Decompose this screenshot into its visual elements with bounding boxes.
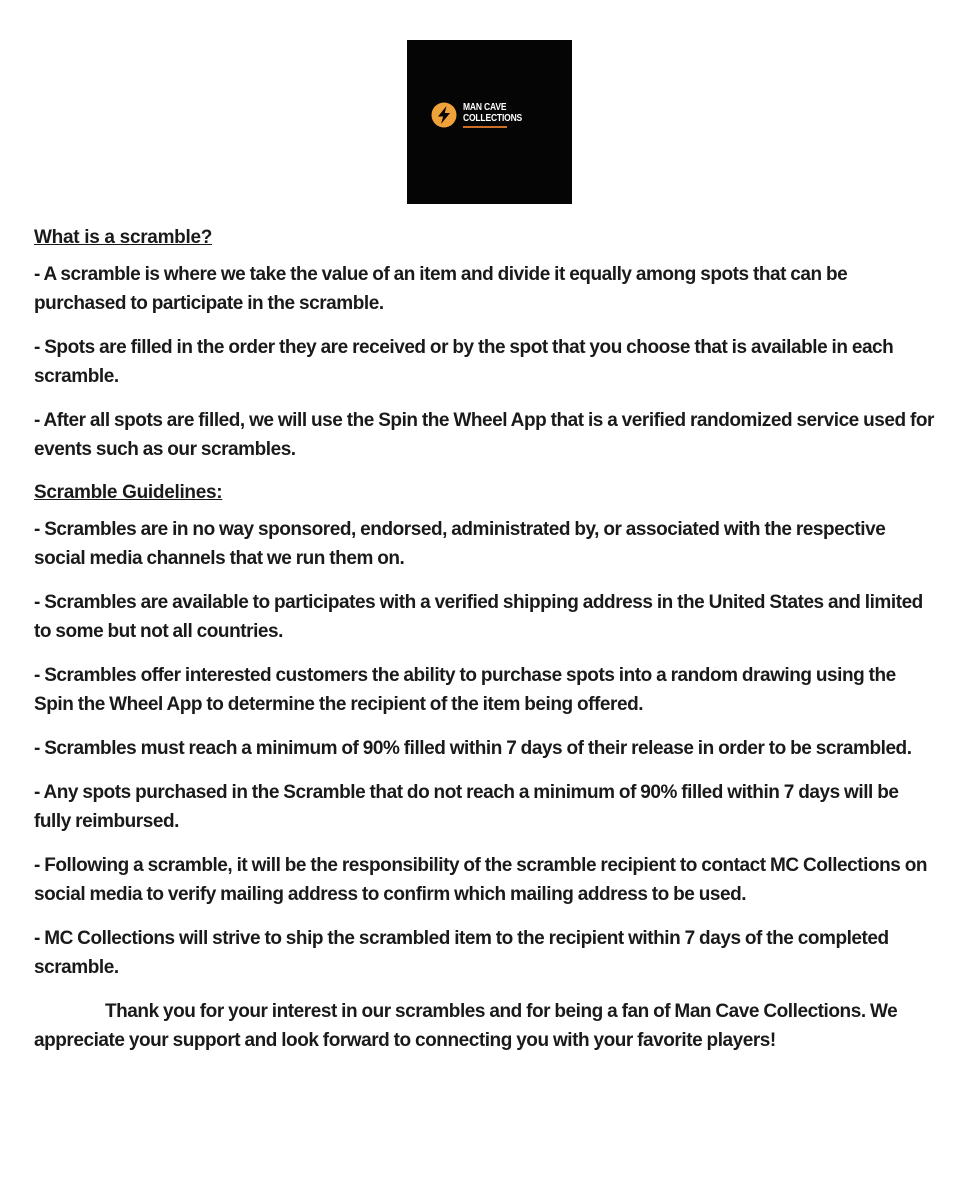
section-what-is-scramble xyxy=(34,224,939,464)
logo-line-1: MAN CAVE xyxy=(463,102,507,113)
section-heading: What is a scramble? xyxy=(34,227,213,248)
lightning-bolt-icon xyxy=(431,102,457,128)
paragraph-item: - Spots are filled in the order they are received or by the spot that you choose that is available in each scramble. xyxy=(34,337,894,387)
paragraph-item: - Following a scramble, it will be the responsibility of the scramble recipient to contact MC Collections on social media to verify mailing address to confirm which mailing address to be used. xyxy=(34,855,928,905)
paragraph-item: - Scrambles offer interested customers the ability to purchase spots into a random drawing using the Spin the Wheel App to determine the recipient of the item being offered. xyxy=(34,665,896,715)
paragraph-item: - Any spots purchased in the Scramble that do not reach a minimum of 90% filled within 7 days will be fully reimbursed. xyxy=(34,782,899,832)
section-heading: Scramble Guidelines: xyxy=(34,482,223,503)
logo-wordmark xyxy=(463,102,532,128)
logo-line-2: COLLECTIONS xyxy=(463,113,523,124)
paragraph-item: - Scrambles are in no way sponsored, endorsed, administrated by, or associated with the respective social media channels that we run them on. xyxy=(34,519,886,569)
brand-logo xyxy=(407,40,572,204)
section-guidelines xyxy=(34,479,939,982)
document-body xyxy=(34,224,939,1070)
paragraph-item: - MC Collections will strive to ship the scrambled item to the recipient within 7 days of the completed scramble. xyxy=(34,928,889,978)
logo-lockup xyxy=(431,102,532,128)
logo-tagline-bar xyxy=(463,126,507,128)
paragraph-item: - Scrambles must reach a minimum of 90% filled within 7 days of their release in order to be scrambled. xyxy=(34,738,912,759)
closing-message: Thank you for your interest in our scrambles and for being a fan of Man Cave Collections. We appreciate your support and look forward to connecting you with your favorite players! xyxy=(34,1001,898,1051)
paragraph-item: - A scramble is where we take the value of an item and divide it equally among spots that can be purchased to participate in the scramble. xyxy=(34,264,848,314)
paragraph-item: - Scrambles are available to participates with a verified shipping address in the United States and limited to some but not all countries. xyxy=(34,592,923,642)
paragraph-item: - After all spots are filled, we will use the Spin the Wheel App that is a verified randomized service used for events such as our scrambles. xyxy=(34,410,934,460)
